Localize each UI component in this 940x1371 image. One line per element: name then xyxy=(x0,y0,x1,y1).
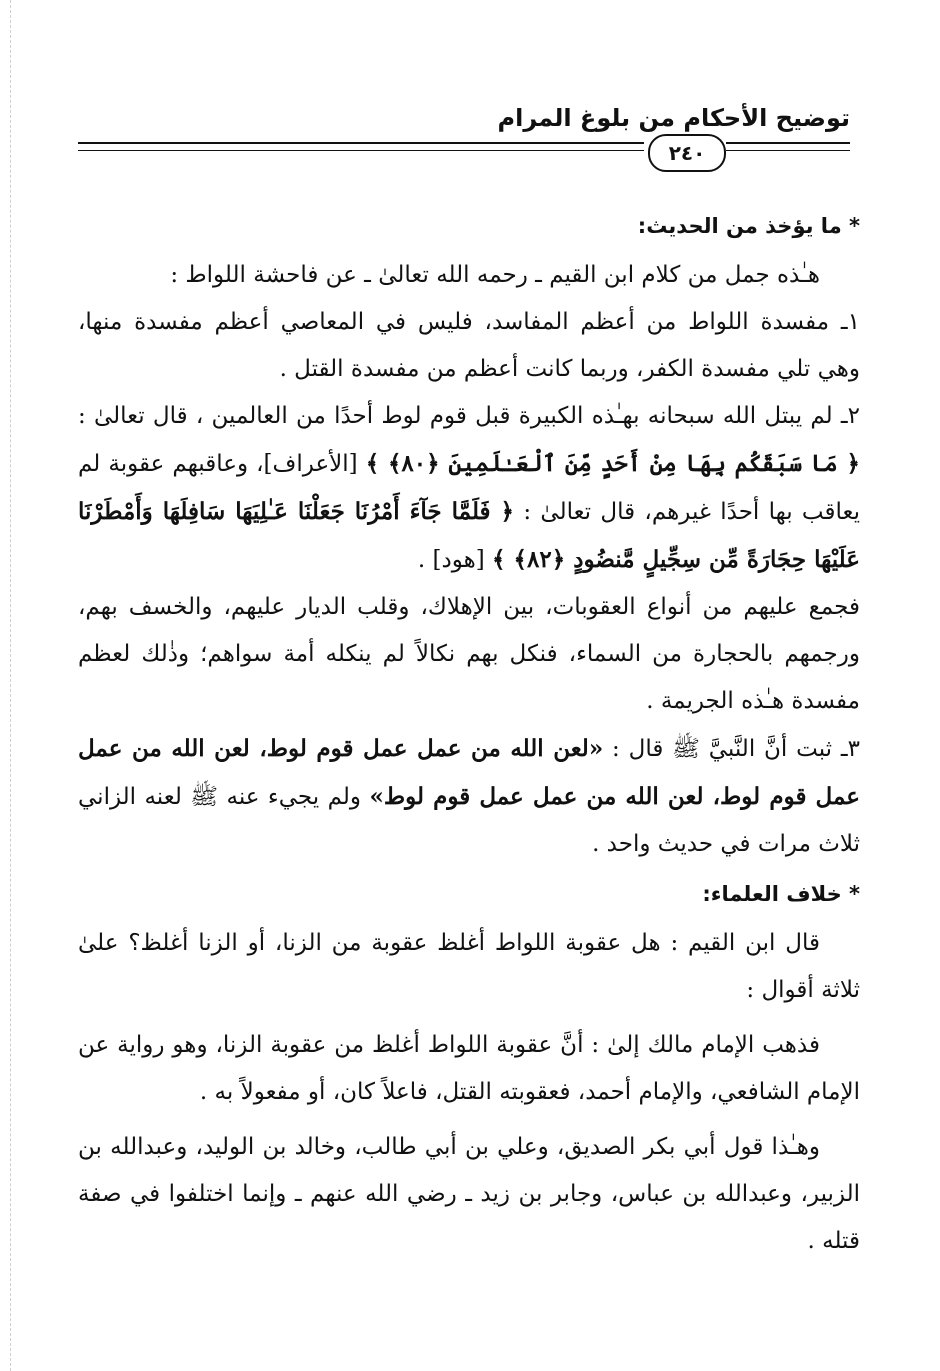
paragraph-gap xyxy=(78,1014,860,1022)
header-rule-left-bottom xyxy=(78,150,644,151)
point-2 xyxy=(78,393,860,584)
page-number-badge xyxy=(648,134,726,172)
header-rule-right-bottom xyxy=(726,150,850,151)
intro-paragraph: هـٰذه جمل من كلام ابن القيم ـ رحمه الله تعالىٰ ـ عن فاحشة اللواط : xyxy=(170,262,820,288)
page-edge-line xyxy=(10,0,11,1371)
point-2-text-b: [الأعراف]، وعاقبهم عقوبة لم يعاقب بها أحدًا غيرهم، قال تعالىٰ : xyxy=(78,451,860,525)
dispute-paragraph-3: وهـٰذا قول أبي بكر الصديق، وعلي بن أبي طالب، وخالد بن الوليد، وعبدالله بن الزبير، وعبدالله بن عباس، وجابر بن زيد ـ رضي الله عنهم ـ وإنما اختلفوا في صفة قتله . xyxy=(78,1134,860,1254)
hadith-quote: «لعن الله من عمل عمل قوم لوط، لعن الله من عمل عمل قوم لوط، لعن الله من عمل عمل قوم لوط» xyxy=(78,735,860,810)
quran-verse-hud: ﴿ فَلَمَّا جَآءَ أَمْرُنَا جَعَلْنَا عَـٰلِيَهَا سَافِلَهَا وَأَمْطَرْنَا عَلَيْهَا حِجَارَةً مِّن سِجِّيلٍ مَّنضُودٍ ﴿٨٢﴾ ﴾ xyxy=(78,498,860,573)
point-3-text-a: ٣ـ ثبت أنَّ النَّبيَّ ﷺ قال : xyxy=(612,736,860,762)
running-header-title: توضيح الأحكام من بلوغ المرام xyxy=(497,104,850,132)
dispute-paragraph-1: قال ابن القيم : هل عقوبة اللواط أغلظ عقوبة من الزنا، أو الزنا أغلظ؟ علىٰ ثلاثة أقوال : xyxy=(78,930,860,1003)
header-rule-right-top xyxy=(726,142,850,144)
point-3 xyxy=(78,725,860,868)
point-2-continuation: فجمع عليهم من أنواع العقوبات، بين الإهلاك، وقلب الديار عليهم، والخسف بهم، ورجمهم بالحجارة من السماء، فنكل بهم نكالاً لم ينكله أمة سواهم؛ وذٰلك لعظم مفسدة هـٰذه الجريمة . xyxy=(78,594,860,714)
point-2-text-c: [هود] . xyxy=(417,547,485,573)
quran-verse-araf: ﴿ مَا سَبَقَكُم بِهَا مِنْ أَحَدٍ مِّنَ ٱلْعَـٰلَمِينَ ﴿٨٠﴾ ﴾ xyxy=(365,450,860,477)
page-number: ٢٤٠ xyxy=(668,141,706,165)
section-heading-derived-rulings: * ما يؤخذ من الحديث: xyxy=(637,214,860,238)
page-body xyxy=(78,200,860,1265)
point-1: ١ـ مفسدة اللواط من أعظم المفاسد، فليس في المعاصي أعظم مفسدة منها، وهي تلي مفسدة الكفر، وربما كانت أعظم من مفسدة القتل . xyxy=(78,309,860,382)
paragraph-gap xyxy=(78,1116,860,1124)
header-rule-left-top xyxy=(78,142,644,144)
point-3-text-b: ولم يجيء عنه ﷺ لعنه الزاني ثلاث مرات في حديث واحد . xyxy=(78,784,860,857)
point-2-text-a: ٢ـ لم يبتل الله سبحانه بهـٰذه الكبيرة قبل قوم لوط أحدًا من العالمين ، قال تعالىٰ : xyxy=(78,403,860,429)
section-heading-scholars-dispute: * خلاف العلماء: xyxy=(702,882,860,906)
dispute-paragraph-2: فذهب الإمام مالك إلىٰ : أنَّ عقوبة اللواط أغلظ من عقوبة الزنا، وهو رواية عن الإمام الشافعي، والإمام أحمد، فعقوبته القتل، فاعلاً كان، أو مفعولاً به . xyxy=(78,1032,860,1105)
